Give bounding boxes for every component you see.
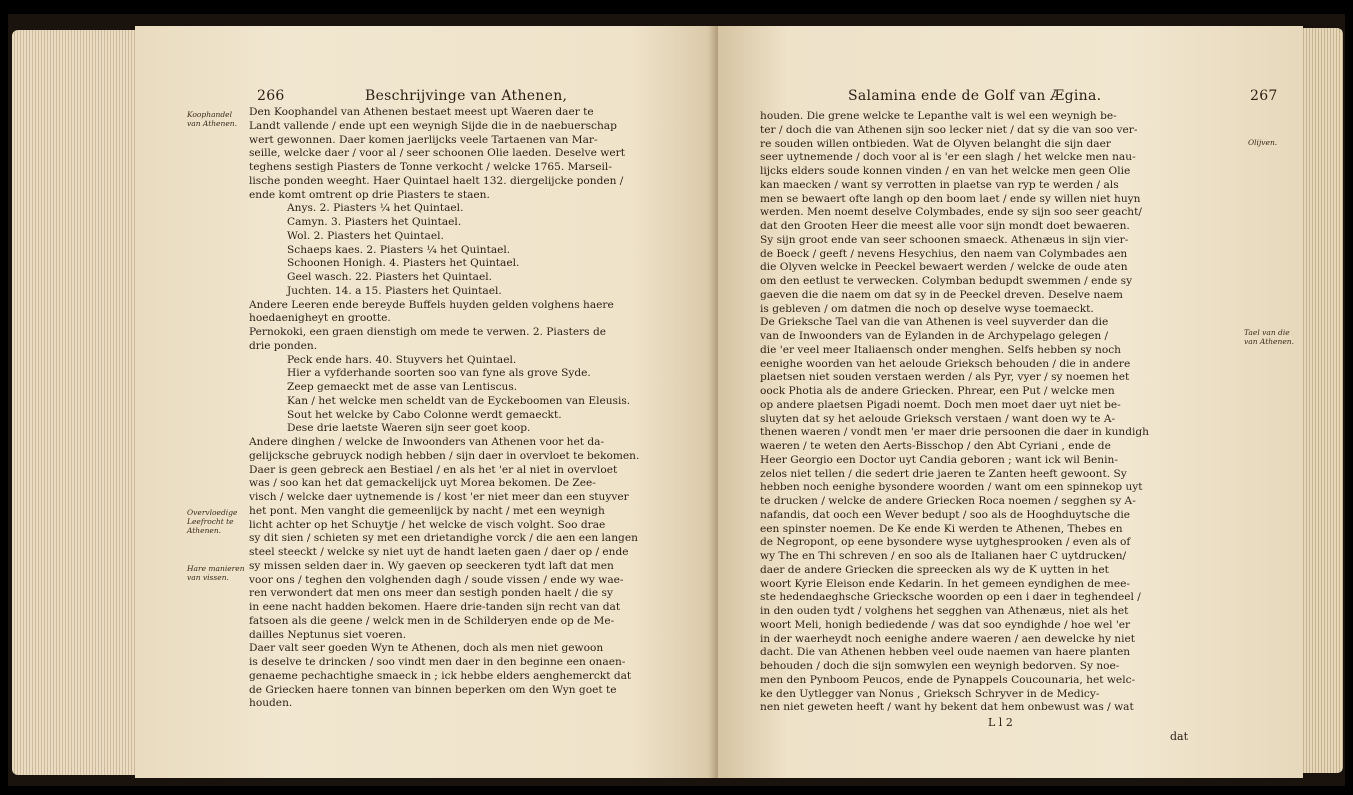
left-body-text [249, 106, 687, 711]
text-line: thenen waeren / vondt men 'er maer drie persoonen die daer in kundigh [760, 426, 1149, 439]
text-line: seille, welcke daer / voor al / seer schoonen Olie laeden. Deselve wert [249, 147, 625, 160]
text-line: sy dit sien / schieten sy met een drietandighe vorck / die aen een langen [249, 532, 638, 545]
text-line: drie ponden. [249, 339, 318, 352]
text-line: waeren / te weten den Aerts-Bisschop / den Abt Cyriani , ende de [760, 440, 1111, 452]
text-line: is gebleven / om datmen die noch op deselve wyse toemaeckt. [760, 302, 1094, 315]
text-line: lische ponden weeght. Haer Quintael haelt 132. diergelijcke ponden / [249, 174, 624, 187]
text-line: de Negropont, op eene bysondere wyse uytghesprooken / even als of [760, 536, 1131, 549]
text-line: hebben noch eenighe bysondere woorden / want om een spinnekop uyt [760, 481, 1143, 494]
right-page [718, 26, 1303, 778]
text-line: plaetsen niet souden verstaen werden / als Pyr, vyer / sy noemen het [760, 371, 1130, 384]
text-line: Peck ende hars. 40. Stuyvers het Quintael. [287, 353, 517, 366]
text-line: De Grieksche Tael van die van Athenen is veel suyverder dan die [760, 316, 1109, 329]
signature-mark: L l 2 [988, 716, 1013, 729]
text-line: fatsoen als die geene / welck men in de Schilderyen ende op de Me- [249, 614, 615, 627]
left-page-number: 266 [257, 88, 285, 104]
text-line: Andere Leeren ende bereyde Buffels huyden gelden volghens haere [249, 298, 614, 311]
text-line: Den Koophandel van Athenen bestaet meest upt Waeren daer te [249, 106, 594, 118]
text-line: houden. [249, 697, 293, 710]
text-line: daer de andere Griecken die spreecken als wy de K uytten in het [760, 563, 1109, 576]
text-line: kan maecken / want sy verrotten in plaetse van ryp te werden / als [760, 178, 1119, 191]
text-line: Landt vallende / ende upt een weynigh Sijde die in de naebuerschap [249, 119, 617, 132]
text-line: Anys. 2. Piasters ¼ het Quintael. [287, 202, 464, 215]
text-line: Daer valt seer goeden Wyn te Athenen, doch als men niet gewoon [249, 642, 604, 655]
text-line: re souden willen ontbieden. Wat de Olyven belanght die sijn daer [760, 137, 1111, 150]
text-line: men den Pynboom Peucos, ende de Pynappels Coucounaria, het welc- [760, 673, 1136, 686]
text-line: Heer Georgio een Doctor uyt Candia geboren ; want ick wil Benin- [760, 453, 1118, 466]
text-line: te drucken / welcke de andere Griecken Roca noemen / segghen sy A- [760, 495, 1136, 507]
text-line: is deselve te drincken / soo vindt men daer in den beginne een onaen- [249, 656, 626, 668]
text-line: het pont. Men vanght die gemeenlijck by nacht / met een weynigh [249, 504, 605, 517]
text-line: seer uytnemende / doch voor al is 'er een slagh / het welcke men nau- [760, 151, 1136, 164]
left-page [135, 26, 718, 778]
text-line: steel steeckt / welcke sy niet uyt de handt laeten gaen / daer op / ende [249, 546, 629, 558]
text-line: werden. Men noemt deselve Colymbades, ende sy sijn soo seer geacht/ [760, 206, 1142, 219]
text-line: wy The en Thi schreven / en soo als de Italianen haer C uytdrucken/ [760, 550, 1127, 562]
text-line: Dese drie laetste Waeren sijn seer goet koop. [287, 422, 531, 435]
text-line: gelijcksche gebruyck nodigh hebben / sijn daer in overvloet te bekomen. [249, 449, 640, 462]
text-line: Zeep gemaeckt met de asse van Lentiscus. [287, 381, 518, 393]
text-line: die Olyven welcke in Peeckel bewaert werden / welcke de oude aten [760, 261, 1128, 274]
text-line: Camyn. 3. Piasters het Quintael. [287, 216, 462, 228]
text-line: Sy sijn groot ende van seer schoonen smaeck. Athenæus in sijn vier- [760, 233, 1129, 246]
text-line: van de Inwoonders van de Eylanden in de Archypelago gelegen / [760, 330, 1109, 342]
text-line: voor ons / teghen den volghenden dagh / soude vissen / ende wy wae- [249, 573, 624, 586]
text-line: die 'er veel meer Italiaensch onder menghen. Selfs hebben sy noch [760, 343, 1121, 356]
text-line: ke den Uytlegger van Nonus , Grieksch Schryver in de Medicy- [760, 687, 1100, 700]
text-line: visch / welcke daer uytnemende is / kost 'er niet meer dan een stuyver [249, 491, 629, 503]
text-line: om den eetlust te verwecken. Colymban bedupdt swemmen / ende sy [760, 275, 1133, 287]
catchword: dat [1170, 730, 1189, 743]
text-line: behouden / doch die sijn somwylen een weynigh bedorven. Sy noe- [760, 660, 1120, 672]
text-line: Schoonen Honigh. 4. Piasters het Quintael. [287, 257, 520, 270]
text-line: Sout het welcke by Cabo Colonne werdt gemaeckt. [287, 408, 562, 421]
text-line: Daer is geen gebreck aen Bestiael / en als het 'er al niet in overvloet [249, 463, 618, 476]
text-line: gaeven die die naem om dat sy in de Peeckel dreven. Deselve naem [760, 288, 1123, 301]
text-line: een spinster noemen. De Ke ende Ki werden te Athenen, Thebes en [760, 522, 1123, 535]
right-running-title: Salamina ende de Golf van Ægina. [848, 88, 1102, 104]
text-line: Schaeps kaes. 2. Piasters ¼ het Quintael. [287, 243, 511, 256]
text-line: licht achter op het Schuytje / het welcke de visch volght. Soo drae [249, 518, 606, 531]
text-line: Andere dinghen / welcke de Inwoonders van Athenen voor het da- [249, 436, 605, 448]
text-line: de Boeck / geeft / nevens Hesychius, den naem van Colymbades aen [760, 247, 1128, 260]
text-line: sluyten dat sy het aeloude Grieksch verstaen / want doen wy te A- [760, 412, 1116, 425]
text-line: Juchten. 14. a 15. Piasters het Quintael. [287, 284, 502, 297]
text-line: Pernokoki, een graen dienstigh om mede te verwen. 2. Piasters de [249, 326, 607, 338]
text-line: wert gewonnen. Daer komen jaerlijcks veele Tartaenen van Mar- [249, 133, 598, 146]
text-line: genaeme pechachtighe smaeck in ; ick hebbe elders aenghemerckt dat [249, 669, 632, 682]
left-running-title: Beschrijvinge van Athenen, [365, 88, 568, 104]
text-line: nen niet geweten heeft / want hy bekent dat hem onbewust was / wat [760, 701, 1134, 714]
margin-note-language: Tael van die van Athenen. [1244, 328, 1294, 346]
text-line: Geel wasch. 22. Piasters het Quintael. [287, 271, 492, 283]
margin-note-olives: Olijven. [1248, 138, 1278, 147]
text-line: woort Meli, honigh bediedende / was dat soo eyndighde / hoe wel 'er [760, 618, 1131, 631]
text-line: ste hedendaeghsche Griecksche woorden op een i daer in teghendeel / [760, 591, 1141, 604]
left-page-edges [12, 30, 140, 775]
text-line: ter / doch die van Athenen sijn soo lecker niet / dat sy die van soo ver- [760, 123, 1138, 136]
text-line: op andere plaetsen Pigadi noemt. Doch men moet daer uyt niet be- [760, 398, 1121, 411]
text-line: nafandis, dat ooch een Wever bedupt / soo als de Hooghduytsche die [760, 508, 1131, 521]
margin-note-abundance: Overvloedige Leefrocht te Athenen. [187, 508, 238, 535]
text-line: teghens sestigh Piasters de Tonne verkocht / welcke 1765. Marseil- [249, 161, 612, 173]
text-line: oock Photia als de andere Griecken. Phrear, een Put / welcke men [760, 385, 1115, 397]
text-line: ende komt omtrent op drie Piasters te staen. [249, 188, 490, 201]
text-line: men se bewaert ofte langh op den boom laet / ende sy willen niet huyn [760, 192, 1141, 205]
text-line: de Griecken haere tonnen van binnen beperken om den Wyn goet te [249, 683, 617, 696]
text-line: houden. Die grene welcke te Lepanthe valt is wel een weynigh be- [760, 110, 1117, 122]
text-line: in den ouden tydt / volghens het segghen van Athenæus, niet als het [760, 605, 1129, 617]
text-line: dacht. Die van Athenen hebben veel oude naemen van haere planten [760, 646, 1131, 659]
text-line: was / soo kan het dat gemackelijck uyt Morea bekomen. De Zee- [249, 477, 596, 490]
text-line: in eene nacht hadden bekomen. Haere drie-tanden sijn recht van dat [249, 601, 621, 613]
text-line: woort Kyrie Eleison ende Kedarin. In het gemeen eyndighen de mee- [760, 577, 1130, 590]
text-line: zelos niet tellen / die sedert drie jaeren te Zanten heeft gewoont. Sy [760, 467, 1127, 480]
text-line: dat den Grooten Heer die meest alle voor sijn mondt doet bewaeren. [760, 220, 1130, 232]
right-page-number: 267 [1250, 88, 1278, 104]
text-line: Wol. 2. Piasters het Quintael. [287, 229, 444, 242]
text-line: in der waerheydt noch eenighe andere waeren / aen dewelcke hy niet [760, 632, 1136, 645]
text-line: lijcks elders soude konnen vinden / en van het welcke men geen Olie [760, 165, 1131, 177]
margin-note-fishing: Hare manieren van vissen. [187, 564, 245, 582]
text-line: ren verwondert dat men ons meer dan sestigh ponden haelt / die sy [249, 587, 613, 600]
text-line: dailles Neptunus siet voeren. [249, 628, 407, 641]
right-body-text [760, 110, 1192, 715]
text-line: Hier a vyfderhande soorten soo van fyne als grove Syde. [287, 367, 591, 380]
text-line: sy missen selden daer in. Wy gaeven op seeckeren tydt laft dat men [249, 559, 614, 572]
margin-note-trade: Koophandel van Athenen. [187, 110, 237, 128]
text-line: hoedaenigheyt en grootte. [249, 312, 391, 325]
text-line: Kan / het welcke men scheldt van de Eyckeboomen van Eleusis. [287, 394, 631, 407]
text-line: eenighe woorden van het aeloude Grieksch behouden / die in andere [760, 357, 1131, 370]
